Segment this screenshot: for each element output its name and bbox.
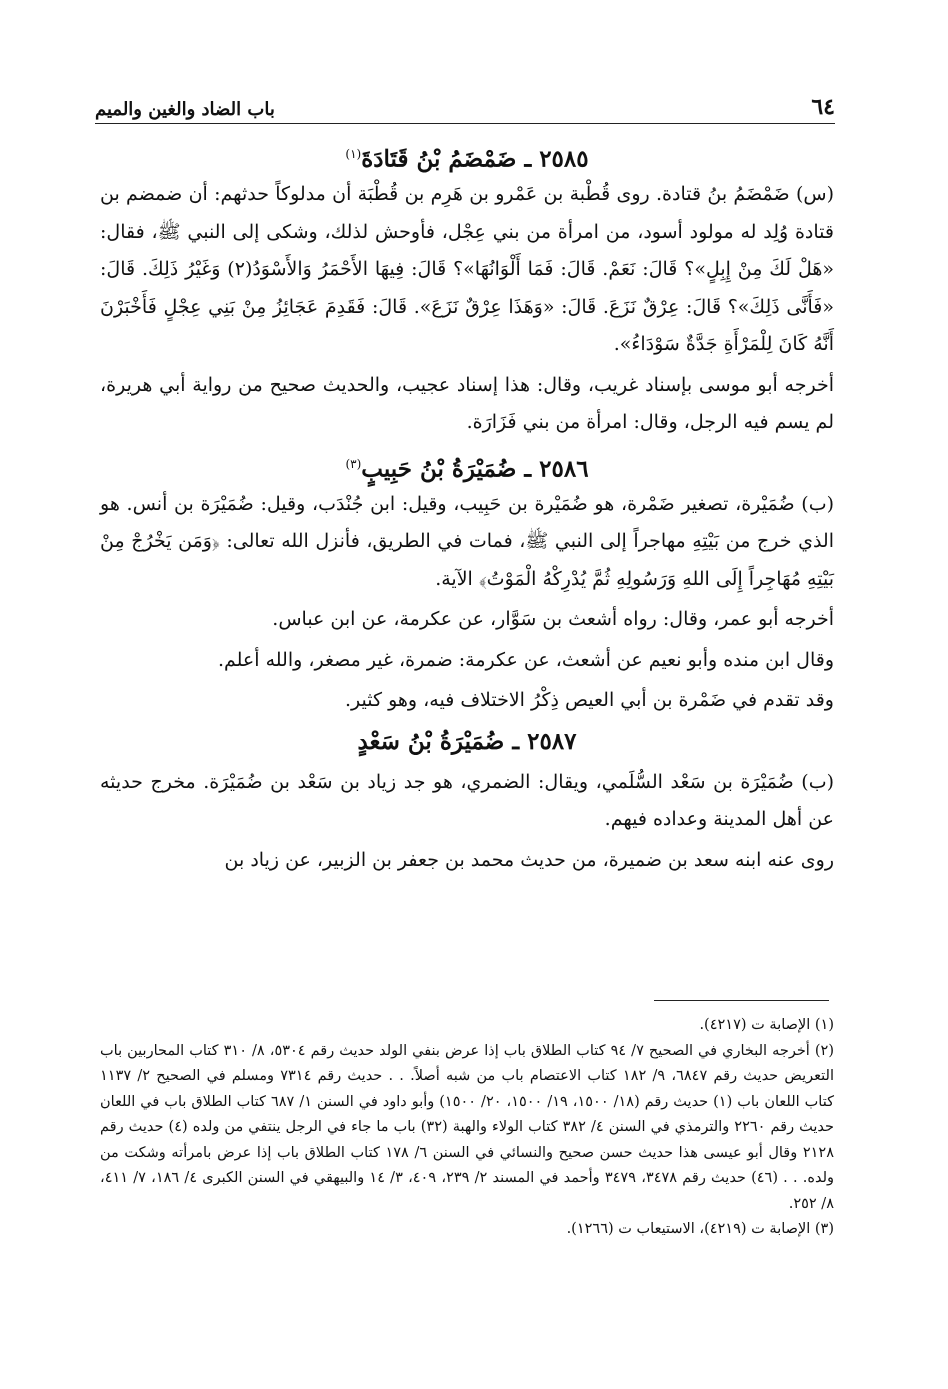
entry-title xyxy=(100,442,834,486)
entry-title xyxy=(100,720,834,764)
entry-title-text: ٢٥٨٦ ـ ضُمَيْرَةُ بْنُ حَبِيبٍ xyxy=(361,455,589,483)
entry-paragraph: وقال ابن منده وأبو نعيم عن أشعث، عن عكرمة: ضمرة، غير مصغر، والله أعلم. xyxy=(217,648,834,671)
footnotes xyxy=(100,1013,834,1243)
footnote-2: (٢) أخرجه البخاري في الصحيح ٧/ ٩٤ كتاب الطلاق باب إذا عرض بنفي الولد حديث رقم ٥٣٠٤، ٨/ ٣١٠ كتاب المحاربين باب التعريض حديث رقم ٦٨٤٧، ٩/ ١٨٢ كتاب الاعتصام باب من شبه أصلاً. . . حديث رقم ٧٣١٤ ومسلم في الصحيح ٢/ ١١٣٧ كتاب اللعان باب (١) حديث رقم (١٨/ ١٥٠٠، ١٩/ ١٥٠٠، ٢٠/ ١٥٠٠) وأبو داود في السنن ١/ ٦٨٧ كتاب الطلاق باب في اللعان حديث رقم ٢٢٦٠ والترمذي في السنن ٤/ ٣٨٢ كتاب الولاء والهبة (٣٢) باب ما جاء في الرجل ينتفي من ولده (٤) حديث رقم ٢١٢٨ وقال أبو عيسى هذا حديث حسن صحيح والنسائي في السنن ٦/ ١٧٨ كتاب الطلاق باب إذا عرض بامرأته وشكت من ولده. . . (٤٦) حديث رقم ٣٤٧٨، ٣٤٧٩ وأحمد في المسند ٢/ ٢٣٩، ٤٠٩، ٣/ ١٤ والبيهقي في السنن الكبرى ٤/ ١٨٦، ٧/ ٤١١، ٨/ ٢٥٢. xyxy=(100,1042,835,1212)
entry-2585 xyxy=(100,132,834,442)
entry-paragraph: (س) ضَمْضَمُ بنُ قتادة. روى قُطْبة بن عَمْرو بن هَرِم بن قُطْبَة أن مدلوكاً حدثهم: أن ضمضم بن قتادة وُلِد له مولود أسود، من امرأة من بني عِجْل، فأوحش لذلك، وشكى إلى النبي ﷺ، فقال: «هَلْ لَكَ مِنْ إِبِلٍ»؟ قَالَ: نَعَمْ. قَالَ: فَمَا أَلْوَانُهَا»؟ قَالَ: فِيهَا الأَحْمَرُ وَالأَسْوَدُ(٢) وَغَيْرُ ذَلِكَ. قَالَ: «فَأَنَّى ذَلِكَ»؟ قَالَ: عِرْقٌ نَزَعَ. قَالَ: «وَهَذَا عِرْقٌ نَزَعَ». قَالَ: فَقَدِمَ عَجَائِزُ مِنْ بَنِي عِجْلٍ فَأَخْبَرْنَ أَنَّهُ كَانَ لِلْمَرْأَةِ جَدَّةٌ سَوْدَاءُ». xyxy=(100,183,834,355)
entry-paragraph: وقد تقدم في ضَمْرة بن أبي العيص ذِكْرُ الاختلاف فيه، وهو كثير. xyxy=(345,689,834,711)
entry-paragraph: أخرجه أبو موسى بإسناد غريب، وقال: هذا إسناد عجيب، والحديث صحيح من رواية أبي هريرة، لم يسم فيه الرجل، وقال: امرأة من بني فَزَارَة. xyxy=(100,373,834,433)
page-header xyxy=(95,86,835,120)
footnote-3: (٣) الإصابة ت (٤٢١٩)، الاستيعاب ت (١٢٦٦). xyxy=(566,1221,834,1237)
footnote-1: (١) الإصابة ت (٤٢١٧). xyxy=(699,1017,834,1033)
entry-title xyxy=(100,132,834,176)
entry-paragraph: روى عنه ابنه سعد بن ضميرة، من حديث محمد بن جعفر بن الزبير، عن زياد بن xyxy=(224,848,834,871)
entry-title-text: ٢٥٨٧ ـ ضُمَيْرَةُ بْنُ سَعْدٍ xyxy=(357,727,577,755)
footnote-rule xyxy=(654,1000,829,1001)
entry-paragraph: (ب) ضُمَيْرَة بن سَعْد السُّلَمي، ويقال: الضمري، هو جد زياد بن سَعْد بن ضُمَيْرَة. مخرج حديثه عن أهل المدينة وعداده فيهم. xyxy=(100,770,834,830)
page-number: ٦٤ xyxy=(811,94,835,120)
entry-paragraph: أخرجه أبو عمر، وقال: رواه أشعث بن سَوَّار، عن عكرمة، عن ابن عباس. xyxy=(272,608,834,630)
main-text xyxy=(100,132,834,879)
entry-2587 xyxy=(100,720,834,880)
running-title: باب الضاد والغين والميم xyxy=(95,99,275,120)
entry-2586 xyxy=(100,442,834,720)
header-rule xyxy=(95,123,835,124)
footnote-marker: (١) xyxy=(345,147,362,161)
entry-paragraph: (ب) ضُمَيْرة، تصغير ضَمْرة، هو ضُمَيْرة بن حَبِيب، وقيل: ابن جُنْدَب، وقيل: ضُمَيْرَة بن أنس. هو الذي خرج من بَيْتِهِ مهاجراً إلى النبي ﷺ، فمات في الطريق، فأنزل الله تعالى: ﴿وَمَن يَخْرُجْ مِنْ بَيْتِهِ مُهَاجِراً إِلَى اللهِ وَرَسُولِهِ ثُمَّ يُدْرِكْهُ الْمَوْتُ﴾ الآية. xyxy=(100,492,834,590)
entry-title-text: ٢٥٨٥ ـ ضَمْضَمُ بْنُ قَتَادَةَ xyxy=(361,145,589,173)
footnote-marker: (٣) xyxy=(345,456,362,471)
